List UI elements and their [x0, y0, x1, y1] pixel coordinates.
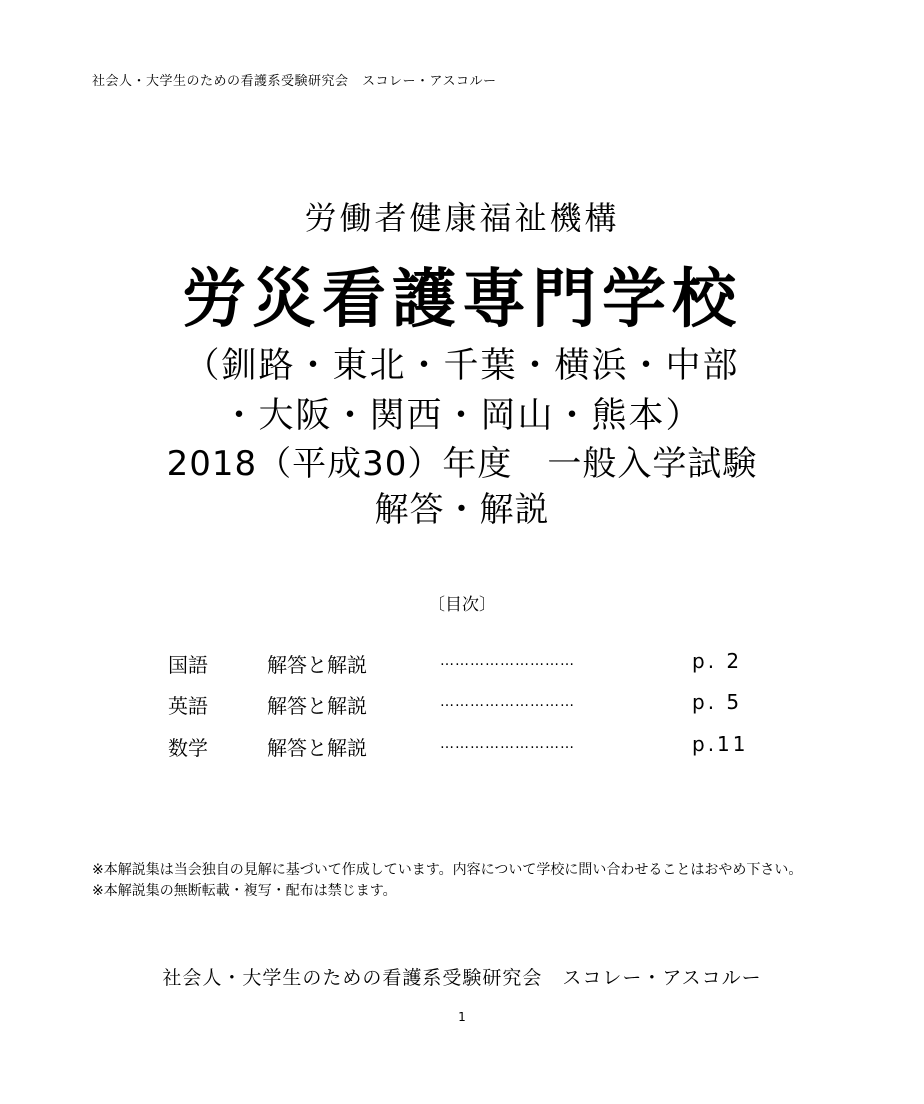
campuses-line-1: （釧路・東北・千葉・横浜・中部	[184, 346, 740, 386]
page-number: 1	[458, 1010, 466, 1024]
toc-description: 解答と解説	[267, 736, 367, 760]
toc-row	[0, 690, 924, 718]
campuses-line-2: ・大阪・関西・岡山・熊本）	[221, 396, 703, 436]
toc-subject: 国語	[168, 653, 208, 677]
organization-title: 労働者健康福祉機構	[304, 199, 620, 237]
disclaimer-notes	[92, 860, 842, 902]
exam-title: 2018（平成30）年度 一般入学試験	[166, 444, 758, 484]
toc-subject: 数学	[168, 736, 208, 760]
toc-page: p. 2	[692, 649, 743, 673]
footer-note: 社会人・大学生のための看護系受験研究会 スコレー・アスコルー	[162, 967, 762, 989]
toc-page: p.11	[692, 732, 749, 756]
toc-description: 解答と解説	[267, 694, 367, 718]
toc-row	[0, 732, 924, 760]
toc-description: 解答と解説	[267, 653, 367, 677]
toc-subject: 英語	[168, 694, 208, 718]
toc-page: p. 5	[692, 690, 743, 714]
school-title: 労災看護専門学校	[182, 263, 742, 337]
toc-row	[0, 649, 924, 677]
toc-leader-dots: ………………………	[440, 653, 575, 669]
toc-leader-dots: ………………………	[440, 736, 575, 752]
answers-title: 解答・解説	[374, 490, 550, 530]
disclaimer-note: ※本解説集は当会独自の見解に基づいて作成しています。内容について学校に問い合わせることはおやめ下さい。	[92, 862, 803, 878]
disclaimer-note: ※本解説集の無断転載・複写・配布は禁じます。	[92, 883, 397, 899]
header-note: 社会人・大学生のための看護系受験研究会 スコレー・アスコルー	[92, 74, 497, 89]
toc-heading: 〔目次〕	[428, 595, 496, 615]
toc-leader-dots: ………………………	[440, 694, 575, 710]
